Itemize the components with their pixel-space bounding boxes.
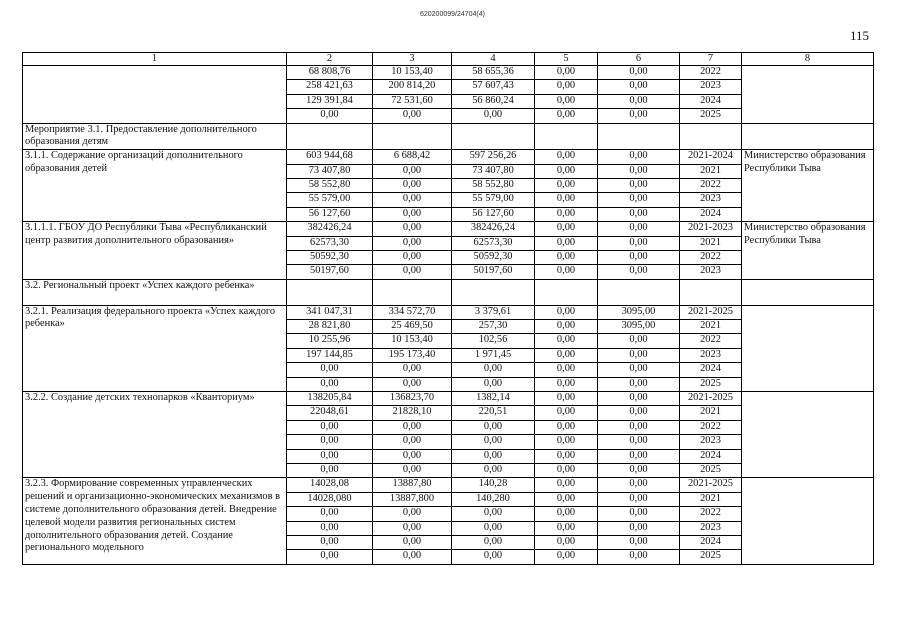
value-cell	[287, 279, 373, 305]
value-cell: 0,00	[373, 535, 452, 549]
value-cell: 0,00	[287, 550, 373, 564]
value-cell	[598, 279, 680, 305]
value-cell: 2021	[680, 320, 742, 334]
value-cell: 2021	[680, 236, 742, 250]
value-cell: 0,00	[373, 178, 452, 192]
value-cell: 102,56	[452, 334, 535, 348]
value-cell: 0,00	[287, 363, 373, 377]
column-header: 5	[535, 53, 598, 66]
column-header: 2	[287, 53, 373, 66]
value-cell: 0,00	[373, 236, 452, 250]
value-cell: 0,00	[598, 178, 680, 192]
value-cell: 0,00	[598, 348, 680, 362]
value-cell: 0,00	[287, 521, 373, 535]
value-cell: 0,00	[535, 150, 598, 164]
value-cell: 382426,24	[287, 222, 373, 236]
value-cell: 73 407,80	[452, 164, 535, 178]
value-cell: 334 572,70	[373, 305, 452, 319]
value-cell: 0,00	[535, 109, 598, 123]
value-cell: 0,00	[287, 535, 373, 549]
value-cell: 0,00	[535, 178, 598, 192]
value-cell: 0,00	[598, 449, 680, 463]
value-cell: 0,00	[598, 150, 680, 164]
value-cell: 0,00	[373, 164, 452, 178]
value-cell	[598, 123, 680, 150]
value-cell: 0,00	[598, 193, 680, 207]
value-cell: 62573,30	[287, 236, 373, 250]
activity-name-cell: 3.2.2. Создание детских технопарков «Кванториум»	[23, 392, 287, 478]
value-cell	[373, 279, 452, 305]
value-cell: 25 469,50	[373, 320, 452, 334]
value-cell: 0,00	[598, 109, 680, 123]
value-cell: 0,00	[535, 406, 598, 420]
value-cell: 0,00	[598, 420, 680, 434]
value-cell: 2023	[680, 265, 742, 279]
value-cell: 2024	[680, 363, 742, 377]
value-cell: 2022	[680, 178, 742, 192]
value-cell: 129 391,84	[287, 94, 373, 108]
value-cell: 2022	[680, 334, 742, 348]
value-cell: 14028,08	[287, 478, 373, 492]
value-cell: 0,00	[598, 222, 680, 236]
value-cell: 0,00	[452, 449, 535, 463]
value-cell: 0,00	[598, 66, 680, 80]
value-cell: 258 421,63	[287, 80, 373, 94]
value-cell: 0,00	[373, 521, 452, 535]
value-cell: 2025	[680, 377, 742, 391]
value-cell: 0,00	[598, 377, 680, 391]
value-cell: 0,00	[287, 435, 373, 449]
value-cell: 2021-2025	[680, 392, 742, 406]
value-cell	[535, 279, 598, 305]
value-cell: 2021-2025	[680, 305, 742, 319]
value-cell: 0,00	[373, 463, 452, 477]
value-cell: 0,00	[598, 392, 680, 406]
value-cell: 10 255,96	[287, 334, 373, 348]
value-cell: 0,00	[373, 109, 452, 123]
value-cell: 0,00	[598, 164, 680, 178]
value-cell: 2025	[680, 463, 742, 477]
value-cell: 0,00	[598, 507, 680, 521]
value-cell: 0,00	[535, 492, 598, 506]
value-cell: 2023	[680, 348, 742, 362]
value-cell: 0,00	[373, 435, 452, 449]
value-cell: 0,00	[373, 363, 452, 377]
value-cell: 0,00	[535, 348, 598, 362]
value-cell: 0,00	[373, 193, 452, 207]
value-cell: 0,00	[535, 478, 598, 492]
value-cell: 2021-2023	[680, 222, 742, 236]
value-cell: 0,00	[452, 550, 535, 564]
value-cell: 0,00	[287, 109, 373, 123]
value-cell	[287, 123, 373, 150]
value-cell: 0,00	[373, 420, 452, 434]
value-cell: 0,00	[535, 207, 598, 221]
value-cell: 0,00	[598, 492, 680, 506]
value-cell: 0,00	[373, 550, 452, 564]
value-cell: 0,00	[598, 236, 680, 250]
value-cell	[452, 279, 535, 305]
activity-name-cell: 3.1.1. Содержание организаций дополнительного образования детей	[23, 150, 287, 222]
value-cell: 0,00	[535, 420, 598, 434]
value-cell: 138205,84	[287, 392, 373, 406]
value-cell: 136823,70	[373, 392, 452, 406]
value-cell: 341 047,31	[287, 305, 373, 319]
value-cell: 0,00	[373, 265, 452, 279]
value-cell: 2024	[680, 449, 742, 463]
value-cell: 0,00	[287, 420, 373, 434]
column-header: 7	[680, 53, 742, 66]
value-cell: 0,00	[598, 363, 680, 377]
value-cell: 68 808,76	[287, 66, 373, 80]
table-row	[23, 222, 874, 236]
value-cell: 2025	[680, 109, 742, 123]
activity-name-cell: 3.2. Региональный проект «Успех каждого ребенка»	[23, 279, 287, 305]
value-cell: 10 153,40	[373, 334, 452, 348]
value-cell: 0,00	[535, 449, 598, 463]
value-cell: 195 173,40	[373, 348, 452, 362]
activity-name-cell	[23, 66, 287, 124]
value-cell: 50197,60	[452, 265, 535, 279]
column-header: 8	[742, 53, 874, 66]
value-cell: 1 971,45	[452, 348, 535, 362]
value-cell: 58 552,80	[452, 178, 535, 192]
value-cell: 597 256,26	[452, 150, 535, 164]
value-cell: 0,00	[535, 80, 598, 94]
value-cell	[680, 123, 742, 150]
value-cell: 2023	[680, 193, 742, 207]
value-cell: 257,30	[452, 320, 535, 334]
value-cell: 2024	[680, 535, 742, 549]
value-cell: 2023	[680, 435, 742, 449]
value-cell: 73 407,80	[287, 164, 373, 178]
value-cell: 0,00	[535, 435, 598, 449]
table-row	[23, 66, 874, 80]
value-cell: 2024	[680, 207, 742, 221]
value-cell: 56 860,24	[452, 94, 535, 108]
value-cell: 0,00	[535, 193, 598, 207]
value-cell: 0,00	[598, 521, 680, 535]
value-cell: 0,00	[452, 435, 535, 449]
value-cell: 0,00	[373, 222, 452, 236]
value-cell: 62573,30	[452, 236, 535, 250]
value-cell: 0,00	[373, 507, 452, 521]
value-cell: 0,00	[287, 507, 373, 521]
value-cell: 0,00	[535, 521, 598, 535]
value-cell: 0,00	[452, 535, 535, 549]
value-cell: 21828,10	[373, 406, 452, 420]
value-cell: 72 531,60	[373, 94, 452, 108]
responsible-cell	[742, 305, 874, 391]
value-cell: 0,00	[598, 535, 680, 549]
value-cell: 0,00	[535, 94, 598, 108]
value-cell: 50197,60	[287, 265, 373, 279]
table-row	[23, 279, 874, 305]
value-cell: 0,00	[598, 550, 680, 564]
value-cell: 2022	[680, 507, 742, 521]
document-code: 620200099/24704(4)	[419, 11, 485, 18]
value-cell: 56 127,60	[452, 207, 535, 221]
value-cell: 0,00	[598, 207, 680, 221]
budget-table	[22, 52, 874, 565]
responsible-cell: Министерство образования Республики Тыва	[742, 150, 874, 222]
value-cell: 0,00	[535, 363, 598, 377]
value-cell: 0,00	[535, 320, 598, 334]
table-row	[23, 478, 874, 492]
value-cell: 140,28	[452, 478, 535, 492]
table-header-row	[23, 53, 874, 66]
value-cell: 0,00	[452, 507, 535, 521]
value-cell: 22048,61	[287, 406, 373, 420]
value-cell: 0,00	[373, 207, 452, 221]
activity-name-cell: 3.2.1. Реализация федерального проекта «Успех каждого ребенка»	[23, 305, 287, 391]
value-cell: 13887,80	[373, 478, 452, 492]
value-cell: 2022	[680, 250, 742, 264]
value-cell: 0,00	[535, 265, 598, 279]
value-cell: 10 153,40	[373, 66, 452, 80]
column-header: 6	[598, 53, 680, 66]
value-cell: 0,00	[535, 222, 598, 236]
value-cell: 0,00	[535, 392, 598, 406]
value-cell: 14028,080	[287, 492, 373, 506]
value-cell: 0,00	[373, 449, 452, 463]
value-cell: 2024	[680, 94, 742, 108]
value-cell: 0,00	[598, 463, 680, 477]
value-cell: 2021	[680, 164, 742, 178]
value-cell	[452, 123, 535, 150]
value-cell: 197 144,85	[287, 348, 373, 362]
value-cell: 0,00	[598, 94, 680, 108]
value-cell: 50592,30	[287, 250, 373, 264]
value-cell: 0,00	[287, 463, 373, 477]
value-cell: 0,00	[535, 305, 598, 319]
value-cell: 55 579,00	[452, 193, 535, 207]
column-header: 4	[452, 53, 535, 66]
responsible-cell	[742, 392, 874, 478]
value-cell: 140,280	[452, 492, 535, 506]
value-cell: 0,00	[598, 265, 680, 279]
value-cell: 2021	[680, 406, 742, 420]
value-cell: 50592,30	[452, 250, 535, 264]
value-cell: 0,00	[373, 377, 452, 391]
value-cell: 0,00	[535, 507, 598, 521]
value-cell: 0,00	[535, 164, 598, 178]
responsible-cell	[742, 123, 874, 150]
responsible-cell: Министерство образования Республики Тыва	[742, 222, 874, 280]
value-cell: 3 379,61	[452, 305, 535, 319]
value-cell: 603 944,68	[287, 150, 373, 164]
responsible-cell	[742, 66, 874, 124]
value-cell: 1382,14	[452, 392, 535, 406]
value-cell: 0,00	[598, 435, 680, 449]
value-cell: 6 688,42	[373, 150, 452, 164]
value-cell: 0,00	[535, 66, 598, 80]
value-cell: 0,00	[535, 236, 598, 250]
table-row	[23, 305, 874, 319]
value-cell: 2025	[680, 550, 742, 564]
value-cell: 0,00	[535, 250, 598, 264]
value-cell: 58 655,36	[452, 66, 535, 80]
activity-name-cell: 3.2.3. Формирование современных управленческих решений и организационно-экономических механизмов в системе дополнительного образования детей. Внедрение целевой модели развития региональных систем дополнительного образования детей. Создание регионального модельного	[23, 478, 287, 564]
value-cell: 0,00	[535, 463, 598, 477]
value-cell: 3095,00	[598, 320, 680, 334]
table-row	[23, 123, 874, 150]
value-cell: 28 821,80	[287, 320, 373, 334]
value-cell: 2021-2024	[680, 150, 742, 164]
value-cell: 0,00	[287, 449, 373, 463]
value-cell: 0,00	[598, 334, 680, 348]
value-cell: 0,00	[535, 377, 598, 391]
value-cell: 58 552,80	[287, 178, 373, 192]
value-cell: 57 607,43	[452, 80, 535, 94]
value-cell: 0,00	[452, 377, 535, 391]
value-cell: 2021-2025	[680, 478, 742, 492]
column-header: 1	[23, 53, 287, 66]
value-cell: 220,51	[452, 406, 535, 420]
value-cell	[535, 123, 598, 150]
value-cell: 2021	[680, 492, 742, 506]
responsible-cell	[742, 279, 874, 305]
value-cell: 0,00	[598, 80, 680, 94]
value-cell: 0,00	[535, 550, 598, 564]
table-row	[23, 150, 874, 164]
activity-name-cell: 3.1.1.1. ГБОУ ДО Республики Тыва «Республиканский центр развития дополнительного образования»	[23, 222, 287, 280]
value-cell: 0,00	[452, 420, 535, 434]
value-cell: 0,00	[535, 535, 598, 549]
value-cell: 0,00	[452, 363, 535, 377]
value-cell: 0,00	[535, 334, 598, 348]
value-cell: 2023	[680, 521, 742, 535]
value-cell: 0,00	[373, 250, 452, 264]
value-cell: 0,00	[598, 478, 680, 492]
value-cell: 2022	[680, 420, 742, 434]
value-cell: 56 127,60	[287, 207, 373, 221]
value-cell: 0,00	[598, 250, 680, 264]
column-header: 3	[373, 53, 452, 66]
value-cell	[680, 279, 742, 305]
value-cell: 0,00	[452, 463, 535, 477]
responsible-cell	[742, 478, 874, 564]
table-row	[23, 392, 874, 406]
page-number: 115	[850, 28, 870, 43]
activity-name-cell: Мероприятие 3.1. Предоставление дополнительного образования детям	[23, 123, 287, 150]
value-cell: 0,00	[452, 109, 535, 123]
value-cell: 55 579,00	[287, 193, 373, 207]
value-cell: 0,00	[598, 406, 680, 420]
value-cell: 0,00	[287, 377, 373, 391]
value-cell: 2022	[680, 66, 742, 80]
value-cell: 13887,800	[373, 492, 452, 506]
value-cell	[373, 123, 452, 150]
value-cell: 382426,24	[452, 222, 535, 236]
value-cell: 200 814,20	[373, 80, 452, 94]
value-cell: 2023	[680, 80, 742, 94]
value-cell: 3095,00	[598, 305, 680, 319]
value-cell: 0,00	[452, 521, 535, 535]
